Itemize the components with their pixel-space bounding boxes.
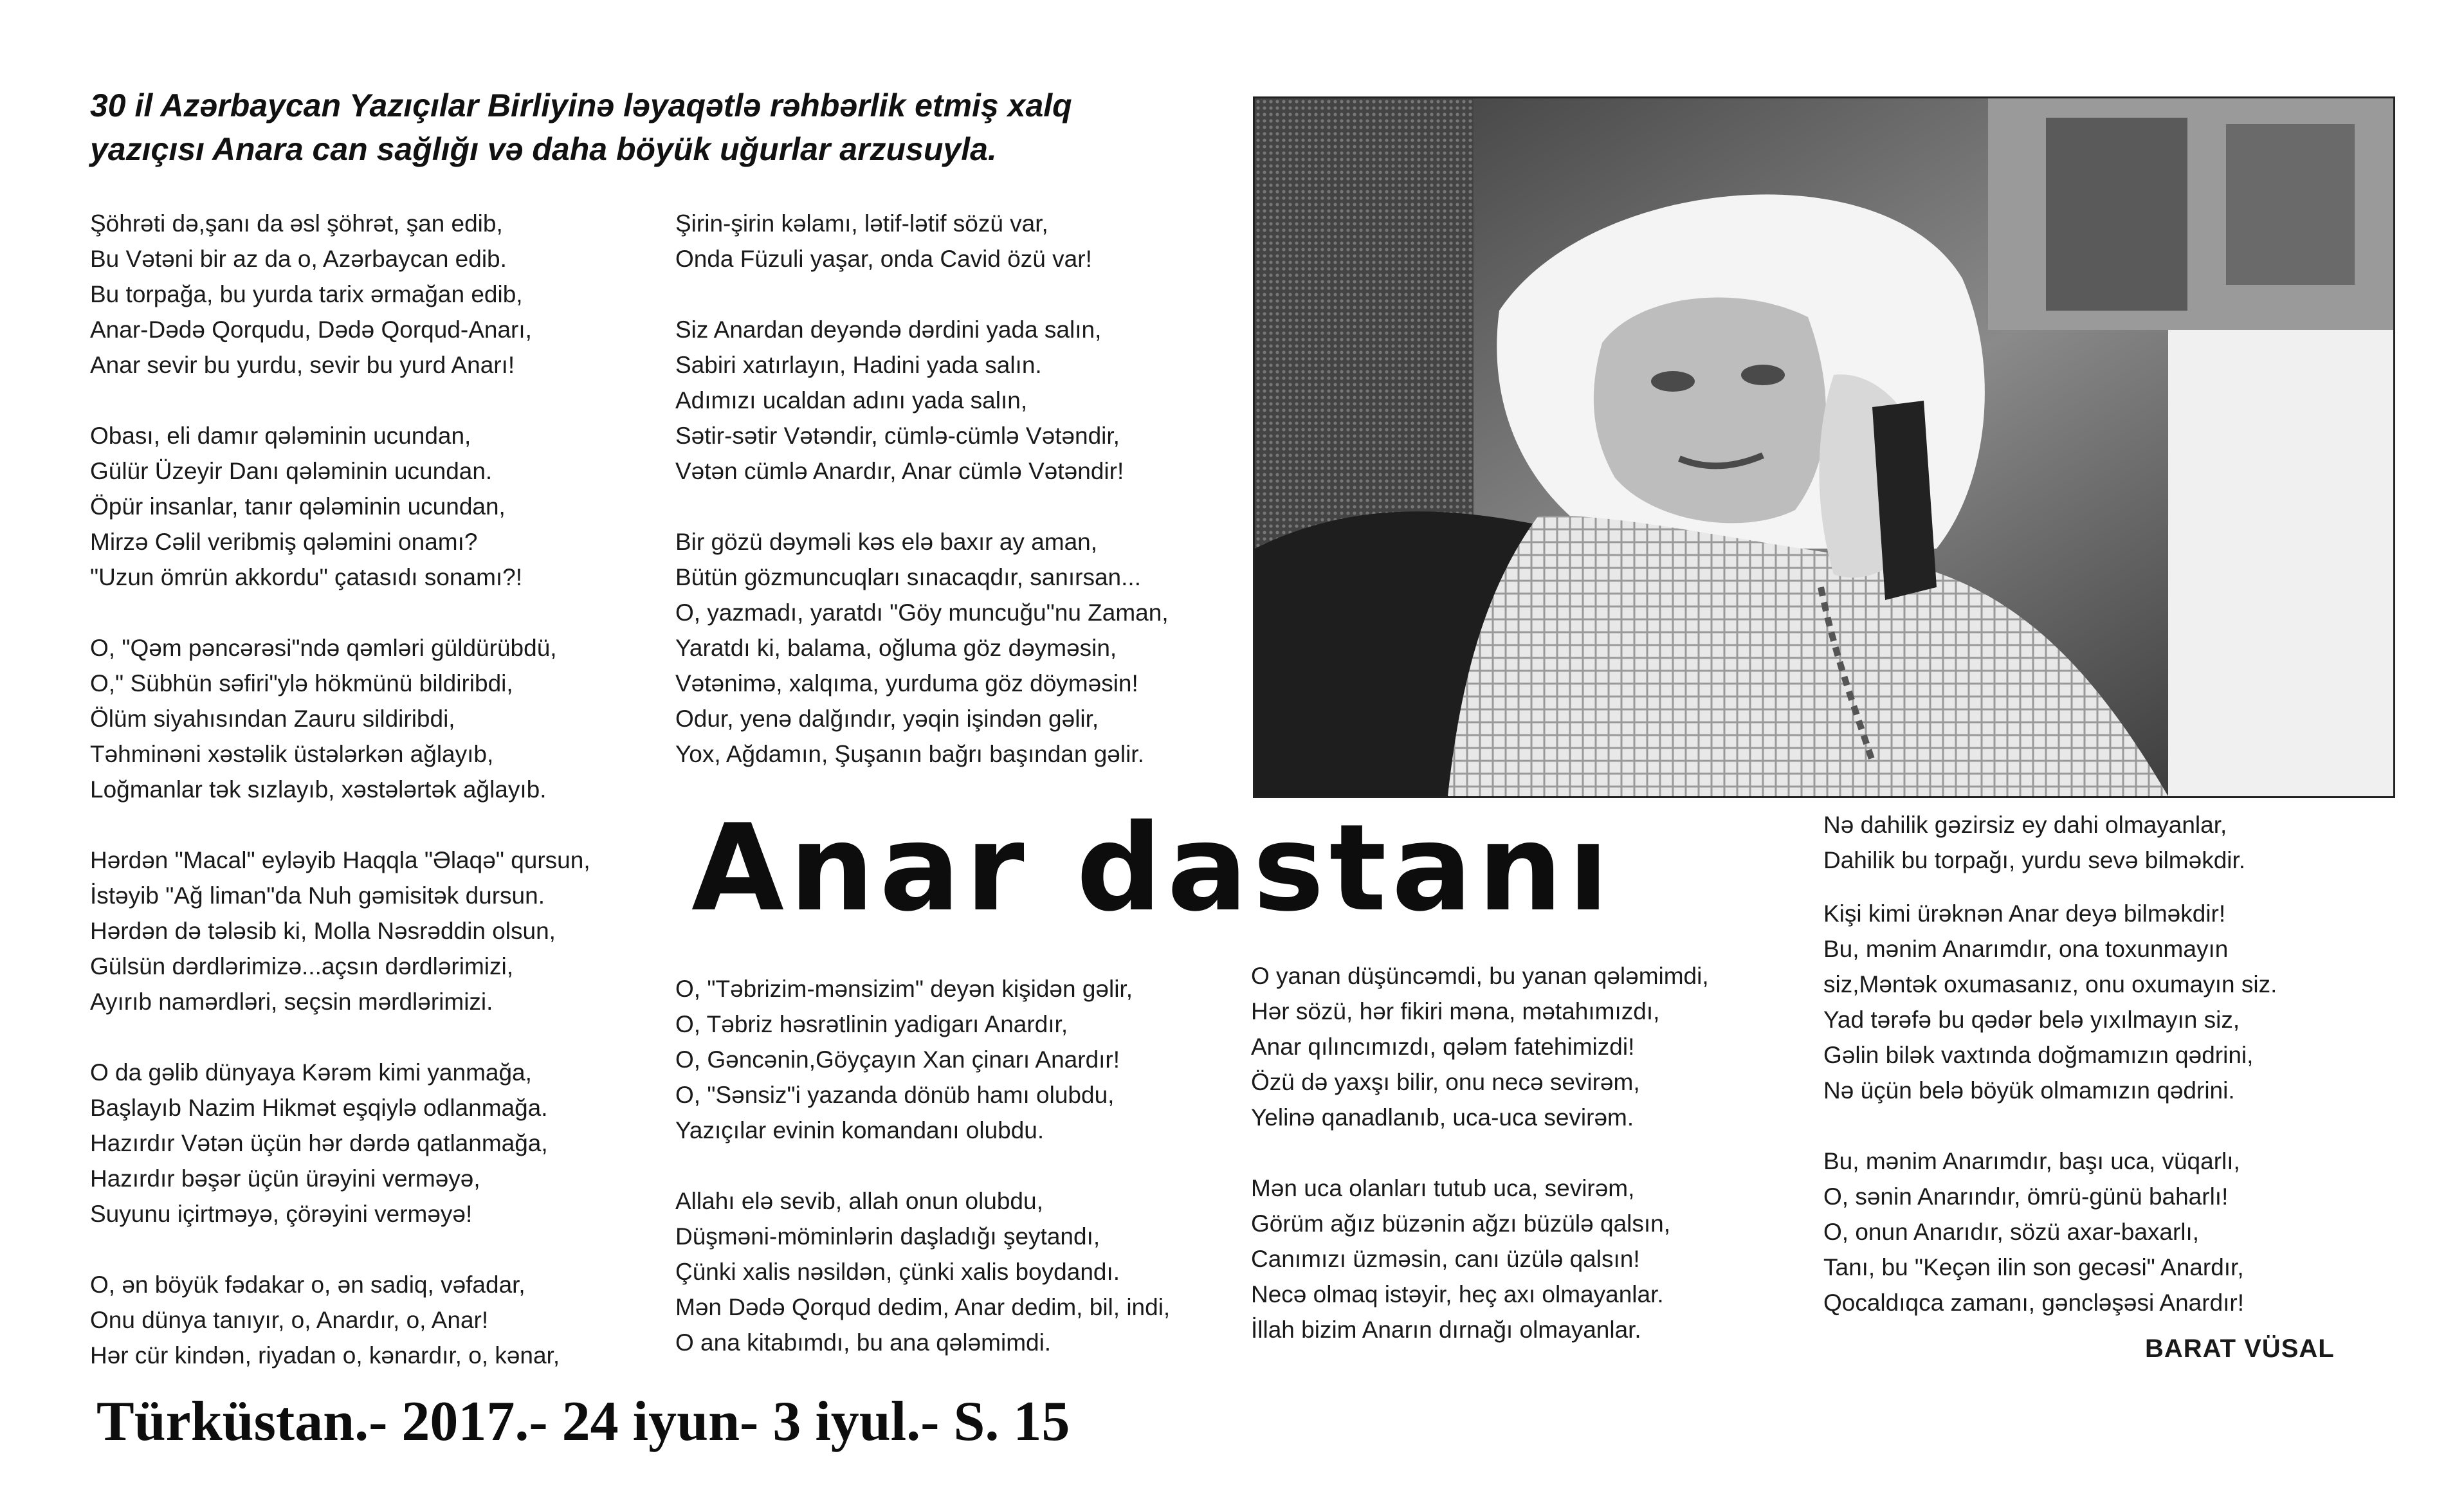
poem-column-1 <box>90 206 656 1408</box>
verse-line: Yelinə qanadlanıb, uca-uca sevirəm. <box>1251 1104 1634 1131</box>
verse-line: Nə dahilik gəzirsiz ey dahi olmayanlar, <box>1823 812 2227 838</box>
stanza <box>675 312 1241 489</box>
verse-line: O, yazmadı, yaratdı "Göy muncuğu"nu Zaman, <box>675 599 1169 626</box>
verse-line: O, Gəncənin,Göyçayın Xan çinarı Anardır! <box>675 1046 1120 1073</box>
stanza <box>90 206 656 383</box>
verse-line: O yanan düşüncəmdi, bu yanan qələmimdi, <box>1251 963 1709 989</box>
verse-line: Düşməni-möminlərin daşladığı şeytandı, <box>675 1223 1100 1250</box>
portrait-photo-icon <box>1255 98 2393 796</box>
verse-line: Sabiri xatırlayın, Hadini yada salın. <box>675 352 1042 378</box>
verse-line: Gülsün dərdlərimizə...açsın dərdlərimizi, <box>90 953 514 979</box>
stanza <box>90 418 656 595</box>
verse-line: Yaratdı ki, balama, oğluma göz dəyməsin, <box>675 635 1117 661</box>
stanza <box>1823 807 2377 878</box>
verse-line: O, "Təbrizim-mənsizim" deyən kişidən gəlir, <box>675 976 1133 1002</box>
verse-line: Kişi kimi ürəknən Anar deyə bilməkdir! <box>1823 900 2226 927</box>
verse-line: Obası, eli damır qələminin ucundan, <box>90 423 471 449</box>
verse-line: Vətənimə, xalqıma, yurduma göz döyməsin! <box>675 670 1138 697</box>
source-citation: Türküstan.- 2017.- 24 iyun- 3 iyul.- S. 15 <box>96 1390 1070 1453</box>
verse-line: O," Sübhün səfiri"ylə hökmünü bildiribdi, <box>90 670 513 697</box>
stanza <box>675 1183 1241 1360</box>
verse-line: Onda Füzuli yaşar, onda Cavid özü var! <box>675 246 1092 272</box>
verse-line: Mən Dədə Qorqud dedim, Anar dedim, bil, indi, <box>675 1294 1171 1320</box>
verse-line: Anar qılıncımızdı, qələm fatehimizdi! <box>1251 1034 1635 1060</box>
portrait-photo <box>1253 96 2395 798</box>
stanza <box>675 206 1241 277</box>
verse-line: O, onun Anarıdır, sözü axar-baxarlı, <box>1823 1219 2200 1245</box>
verse-line: Bütün gözmuncuqları sınacaqdır, sanırsan... <box>675 564 1141 590</box>
dedication-line: yazıçısı Anara can sağlığı və daha böyük uğurlar arzusuyla. <box>90 131 997 167</box>
stanza <box>675 971 1241 1148</box>
poem-column-3 <box>675 971 1241 1396</box>
stanza <box>1251 958 1811 1135</box>
verse-line: Yad tərəfə bu qədər belə yıxılmayın siz, <box>1823 1006 2240 1033</box>
verse-line: Bu torpağa, bu yurda tarix ərmağan edib, <box>90 281 523 307</box>
verse-line: Yazıçılar evinin komandanı olubdu. <box>675 1117 1045 1143</box>
verse-line: Loğmanlar tək sızlayıb, xəstələrtək ağlayıb. <box>90 776 547 803</box>
poem-column-5 <box>1823 807 2377 1356</box>
verse-line: Ayırıb namərdləri, seçsin mərdlərimizi. <box>90 988 493 1015</box>
verse-line: Bu Vətəni bir az da o, Azərbaycan edib. <box>90 246 507 272</box>
verse-line: Odur, yenə dalğındır, yəqin işindən gəlir, <box>675 706 1099 732</box>
verse-line: Nə üçün belə böyük olmamızın qədrini. <box>1823 1077 2235 1104</box>
verse-line: Necə olmaq istəyir, heç axı olmayanlar. <box>1251 1281 1664 1307</box>
verse-line: siz,Məntək oxumasanız, onu oxumayın siz. <box>1823 971 2277 997</box>
verse-line: Suyunu içirtməyə, çörəyini verməyə! <box>90 1201 473 1227</box>
verse-line: Adımızı ucaldan adını yada salın, <box>675 387 1028 414</box>
headline-title: Anar dastanı <box>691 798 1614 938</box>
verse-line: Mirzə Cəlil veribmiş qələmini onamı? <box>90 529 478 555</box>
verse-line: Bir gözü dəyməli kəs elə baxır ay aman, <box>675 529 1098 555</box>
verse-line: Allahı elə sevib, allah onun olubdu, <box>675 1188 1043 1214</box>
verse-line: Anar-Dədə Qorqudu, Dədə Qorqud-Anarı, <box>90 316 532 343</box>
verse-line: Sətir-sətir Vətəndir, cümlə-cümlə Vətəndir, <box>675 423 1120 449</box>
dedication-line: 30 il Azərbaycan Yazıçılar Birliyinə ləyaqətlə rəhbərlik etmiş xalq <box>90 87 1072 123</box>
stanza <box>90 630 656 807</box>
verse-line: Hazırdır bəşər üçün ürəyini verməyə, <box>90 1165 480 1192</box>
verse-line: Anar sevir bu yurdu, sevir bu yurd Anarı! <box>90 352 515 378</box>
verse-line: "Uzun ömrün akkordu" çatasıdı sonamı?! <box>90 564 523 590</box>
verse-line: Onu dünya tanıyır, o, Anardır, o, Anar! <box>90 1307 489 1333</box>
verse-line: Təhminəni xəstəlik üstələrkən ağlayıb, <box>90 741 494 767</box>
verse-line: Hər sözü, hər fikiri məna, mətahımızdı, <box>1251 998 1660 1025</box>
stanza <box>90 843 656 1019</box>
stanza <box>90 1267 656 1373</box>
verse-line: Çünki xalis nəsildən, çünki xalis boydandı. <box>675 1259 1120 1285</box>
poem-column-2 <box>675 206 1241 807</box>
verse-line: O, sənin Anarındır, ömrü-günü baharlı! <box>1823 1183 2229 1210</box>
verse-line: Görüm ağız büzənin ağzı büzülə qalsın, <box>1251 1210 1670 1237</box>
verse-line: O, Təbriz həsrətlinin yadigarı Anardır, <box>675 1011 1068 1037</box>
stanza <box>1251 1170 1811 1347</box>
poem-column-4 <box>1251 958 1811 1383</box>
verse-line: Hərdən də tələsib ki, Molla Nəsrəddin olsun, <box>90 918 556 944</box>
verse-line: O ana kitabımdı, bu ana qələmimdi. <box>675 1329 1052 1356</box>
stanza <box>675 524 1241 772</box>
verse-line: O, ən böyük fədakar o, ən sadiq, vəfadar, <box>90 1271 525 1298</box>
verse-line: O, "Qəm pəncərəsi"ndə qəmləri güldürübdü, <box>90 635 557 661</box>
verse-line: Bu, mənim Anarımdır, ona toxunmayın <box>1823 936 2229 962</box>
verse-line: O da gəlib dünyaya Kərəm kimi yanmağa, <box>90 1059 532 1086</box>
verse-line: Öpür insanlar, tanır qələminin ucundan, <box>90 493 506 520</box>
verse-line: Şirin-şirin kəlamı, lətif-lətif sözü var, <box>675 210 1048 237</box>
verse-line: İllah bizim Anarın dırnağı olmayanlar. <box>1251 1316 1641 1343</box>
verse-line: Özü də yaxşı bilir, onu necə sevirəm, <box>1251 1069 1640 1095</box>
dedication <box>90 84 1183 171</box>
verse-line: Şöhrəti də,şanı da əsl şöhrət, şan edib, <box>90 210 503 237</box>
stanza <box>1823 896 2377 1108</box>
author-signature: BARAT VÜSAL <box>2145 1334 2335 1363</box>
verse-line: Siz Anardan deyəndə dərdini yada salın, <box>675 316 1102 343</box>
verse-line: Ölüm siyahısından Zauru sildiribdi, <box>90 706 455 732</box>
stanza <box>1823 1143 2377 1320</box>
stanza <box>90 1055 656 1232</box>
verse-line: Yox, Ağdamın, Şuşanın bağrı başından gəlir. <box>675 741 1144 767</box>
verse-line: Gəlin bilək vaxtında doğmamızın qədrini, <box>1823 1042 2254 1068</box>
verse-line: Tanı, bu "Keçən ilin son gecəsi" Anardır, <box>1823 1254 2244 1280</box>
verse-line: Dahilik bu torpağı, yurdu sevə bilməkdir. <box>1823 847 2246 873</box>
verse-line: Vətən cümlə Anardır, Anar cümlə Vətəndir! <box>675 458 1124 484</box>
verse-line: Qocaldıqca zamanı, gəncləşəsi Anardır! <box>1823 1289 2245 1316</box>
verse-line: Hər cür kindən, riyadan o, kənardır, o, kənar, <box>90 1342 560 1369</box>
verse-line: İstəyib "Ağ liman"da Nuh gəmisitək dursun. <box>90 882 545 909</box>
verse-line: O, "Sənsiz"i yazanda dönüb hamı olubdu, <box>675 1082 1115 1108</box>
verse-line: Bu, mənim Anarımdır, başı uca, vüqarlı, <box>1823 1148 2240 1174</box>
verse-line: Canımızı üzməsin, canı üzülə qalsın! <box>1251 1246 1640 1272</box>
verse-line: Gülür Üzeyir Danı qələminin ucundan. <box>90 458 493 484</box>
verse-line: Hərdən "Macal" eyləyib Haqqla "Əlaqə" qursun, <box>90 847 590 873</box>
verse-line: Başlayıb Nazim Hikmət eşqiylə odlanmağa. <box>90 1095 548 1121</box>
verse-line: Hazırdır Vətən üçün hər dərdə qatlanmağa, <box>90 1130 548 1156</box>
verse-line: Mən uca olanları tutub uca, sevirəm, <box>1251 1175 1635 1201</box>
